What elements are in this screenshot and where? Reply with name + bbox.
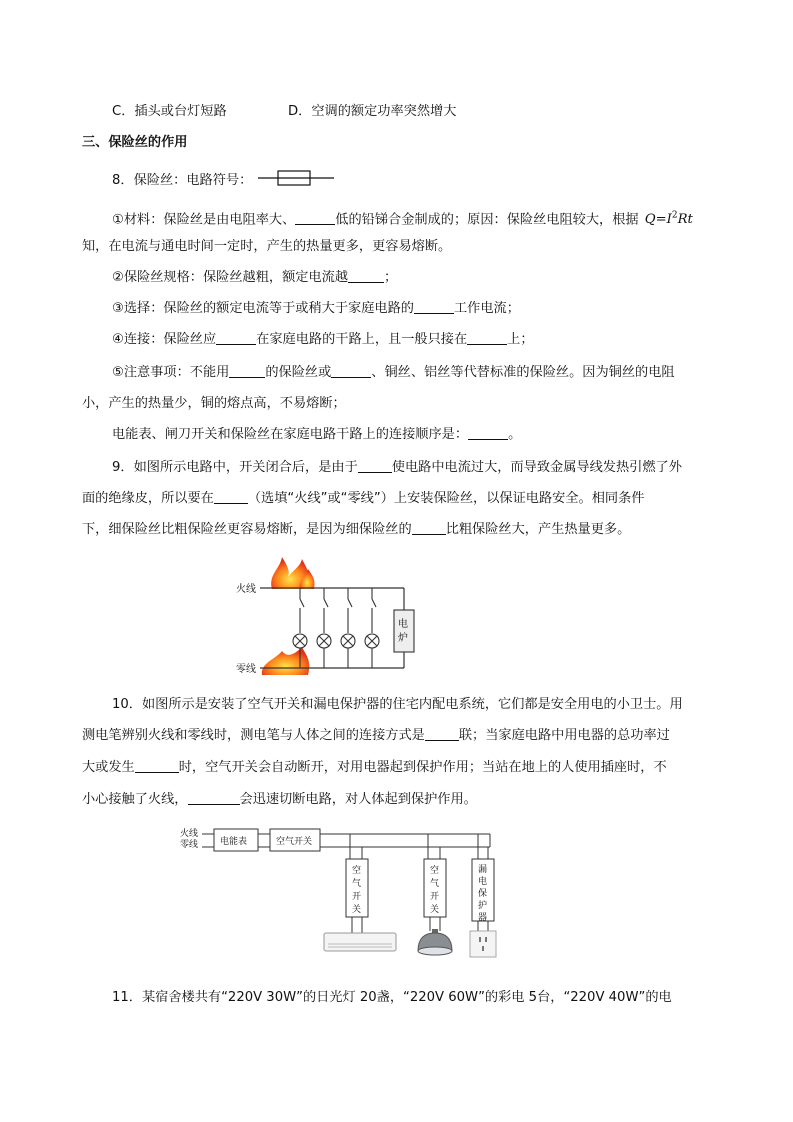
q8-l5a: ④连接：保险丝应 (112, 332, 217, 347)
formula-rt: Rt (677, 212, 693, 228)
q10-l4a: 小心接触了火线， (82, 792, 188, 807)
answer-blank[interactable] (412, 521, 446, 535)
q9-l1b: 使电路中电流过大，而导致金属导线发热引燃了外 (391, 460, 682, 475)
q8-l8b: 。 (508, 427, 522, 442)
formula-i: I (666, 212, 672, 228)
q8-l8a: 电能表、闸刀开关和保险丝在家庭电路干路上的连接顺序是： (112, 427, 469, 442)
flame-icon-bottom (262, 647, 309, 675)
q8-line1 (112, 207, 693, 229)
energy-meter-label: 电能表 (220, 837, 248, 847)
sw2-char-2: 气 (430, 879, 440, 889)
rcd-char-4: 护 (478, 901, 488, 911)
q8-l6c: 、铜丝、铝丝等代替标准的保险丝。因为铜丝的电阻 (371, 365, 675, 380)
live-wire-label: 火线 (236, 584, 256, 595)
q8-line6 (112, 364, 675, 382)
option-d: D．空调的额定功率突然增大 (288, 104, 457, 119)
q10-distribution-figure (178, 825, 518, 965)
q10-line3 (82, 759, 667, 777)
q9-l1a: 9．如图所示电路中，开关闭合后，是由于 (112, 460, 358, 475)
q9-line3 (82, 521, 630, 539)
q10-l2b: 联；当家庭电路中用电器的总功率过 (458, 728, 670, 743)
q8-l5c: 上； (507, 332, 534, 347)
q8-l6a: ⑤注意事项：不能用 (112, 365, 230, 380)
sw1-char-4: 关 (352, 905, 362, 915)
q11-line1: 11．某宿舍楼共有“220V 30W”的日光灯 20盏，“220V 60W”的彩电 5台，“220V 40W”的电 (112, 990, 672, 1005)
q8-l4a: ③选择：保险丝的额定电流等于或稍大于家庭电路的 (112, 301, 414, 316)
answer-blank[interactable] (468, 426, 508, 440)
q10-line2 (82, 727, 670, 745)
answer-blank[interactable] (214, 490, 248, 504)
pendant-lamp-icon (418, 929, 452, 955)
q9-line2 (82, 490, 644, 508)
sw2-char-1: 空 (430, 866, 440, 876)
q8-l1a: ①材料：保险丝是由电阻率大、 (112, 212, 296, 228)
answer-blank[interactable] (295, 211, 335, 225)
q8-l3b: ； (384, 270, 398, 285)
lamp-branch-2 (317, 588, 331, 668)
q8-line2: 知，在电流与通电时间一定时，产生的热量更多，更容易熔断。 (82, 239, 452, 254)
q8-l4b: 工作电流； (453, 301, 520, 316)
q8-lead (112, 172, 252, 190)
fuse-symbol (256, 168, 336, 188)
answer-blank[interactable] (331, 364, 371, 378)
rcd-char-2: 电 (478, 877, 488, 887)
section-title: 三、保险丝的作用 (82, 135, 188, 150)
answer-blank[interactable] (348, 269, 384, 283)
option-c: C．插头或台灯短路 (112, 104, 227, 119)
sw1-char-2: 气 (352, 879, 362, 889)
formula-q: Q (644, 212, 656, 228)
q9-l3b: 比粗保险丝大，产生热量更多。 (445, 522, 631, 537)
stove-label-2: 炉 (398, 633, 408, 644)
rcd-char-3: 保 (478, 889, 488, 899)
q8-line5 (112, 331, 534, 349)
q10-line1: 10．如图所示是安装了空气开关和漏电保护器的住宅内配电系统，它们都是安全用电的小卫士。用 (112, 697, 683, 712)
rcd-char-5: 器 (478, 913, 488, 923)
q10-l4b: 会迅速切断电路，对人体起到保护作用。 (239, 792, 477, 807)
q8-line7: 小，产生的热量少，铜的熔点高，不易熔断； (82, 396, 346, 411)
main-air-switch-label: 空气开关 (276, 837, 313, 847)
q8-l6b: 的保险丝或 (265, 365, 332, 380)
q10-l3a: 大或发生 (82, 760, 135, 775)
q10-l2a: 测电笔辨别火线和零线时，测电笔与人体之间的连接方式是 (82, 728, 425, 743)
sw1-char-1: 空 (352, 866, 362, 876)
answer-blank[interactable] (358, 459, 392, 473)
q8-l5b: 在家庭电路的干路上，且一般只接在 (256, 332, 468, 347)
q9-circuit-figure (232, 555, 432, 685)
sw2-char-4: 关 (430, 905, 440, 915)
answer-blank[interactable] (467, 331, 507, 345)
answer-blank[interactable] (216, 331, 256, 345)
q8-line4 (112, 300, 520, 318)
rcd-char-1: 漏 (478, 865, 488, 875)
q9-l2a: 面的绝缘皮，所以要在 (82, 491, 214, 506)
formula (645, 212, 693, 227)
sw1-char-3: 开 (352, 892, 362, 902)
stove-label-1: 电 (398, 619, 408, 630)
live-wire-label: 火线 (180, 829, 199, 839)
q8-l3a: ②保险丝规格：保险丝越粗，额定电流越 (112, 270, 349, 285)
answer-blank[interactable] (229, 364, 265, 378)
sw2-char-3: 开 (430, 892, 440, 902)
air-conditioner-icon (324, 933, 396, 951)
q10-l3b: 时，空气开关会自动断开，对用电器起到保护作用；当站在地上的人使用插座时，不 (178, 760, 667, 775)
q9-l3a: 下，细保险丝比粗保险丝更容易熔断，是因为细保险丝的 (82, 522, 412, 537)
q8-l1b: 低的铅锑合金制成的；原因：保险丝电阻较大，根据 (335, 212, 639, 228)
wall-socket-icon (470, 931, 496, 957)
formula-exp: 2 (671, 211, 678, 221)
q8-line3 (112, 269, 397, 287)
answer-blank[interactable] (135, 759, 179, 773)
q8-line8 (112, 426, 521, 444)
q9-l2b: （选填“火线”或“零线”）上安装保险丝，以保证电路安全。相同条件 (247, 491, 645, 506)
answer-blank[interactable] (414, 300, 454, 314)
neutral-wire-label: 零线 (236, 664, 256, 675)
q8-lead-text: 8．保险丝：电路符号： (112, 173, 253, 188)
electric-stove (394, 610, 414, 652)
neutral-wire-label: 零线 (180, 840, 199, 850)
formula-eq: = (655, 212, 667, 228)
lamp-branch-3 (341, 588, 355, 668)
lamp-branch-4 (365, 588, 379, 668)
q9-line1 (112, 459, 682, 477)
answer-blank[interactable] (425, 727, 459, 741)
q10-line4 (82, 791, 477, 809)
answer-blank[interactable] (188, 791, 240, 805)
